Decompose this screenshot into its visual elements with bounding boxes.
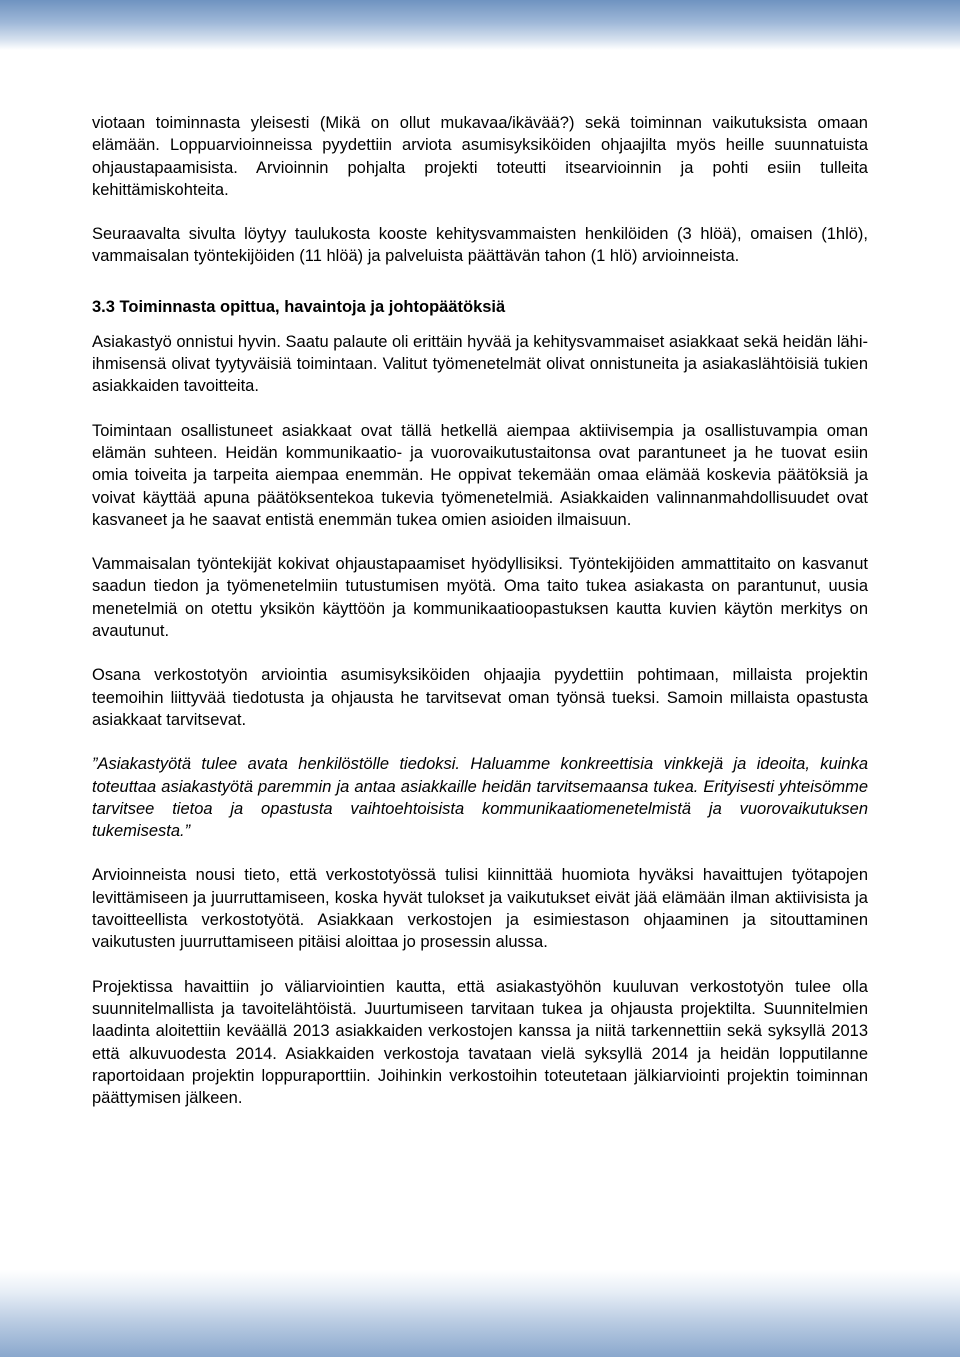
paragraph-client-outcomes: Toimintaan osallistuneet asiakkaat ovat tällä hetkellä aiempaa aktiivisempia ja osallistuvampia oman elämän suhteen. Heidän kommunikaatio- ja vuorovaikutustaitonsa ovat parantuneet ja he tuovat esiin omia toiveita ja tarpeita aiempaa enemmän. He oppivat tekemään omaa elämää koskevia päätöksiä ja voivat käyttää apuna päätöksentekoa tukevia työmenetelmiä. Asiakkaiden valinnanmahdollisuudet ovat kasvaneet ja he saavat entistä enemmän tukea omien asioiden ilmaisuun. — [92, 421, 868, 529]
quote-block: ”Asiakastyötä tulee avata henkilöstölle tiedoksi. Haluamme konkreettisia vinkkejä ja ideoita, kuinka toteuttaa asiakastyötä paremmin ja antaa asiakkaille heidän tarvitsemaansa tukea. Erityisesti yhteisömme tarvitsee tietoa ja opastusta vaihtoehtoisista kommunikaatiomenetelmistä ja vuorovaikutuksen tukemisesta.” — [92, 755, 868, 841]
paragraph-network-planning: Projektissa havaittiin jo väliarviointien kautta, että asiakastyöhön kuuluvan verkostotyön tulee olla suunnitelmallista ja tavoitelähtöistä. Juurtumiseen tarvitaan tukea ja ohjausta projektilta. Suunnitelmien laadinta aloitettiin keväällä 2013 asiakkaiden verkostojen kanssa ja niitä tarkennettiin sekä syksyllä 2013 että alkuvuodesta 2014. Asiakkaiden verkostoja tavataan vielä syksyllä 2014 ja heidän lopputilanne raportoidaan projektin loppuraporttiin. Joihinkin verkostoihin toteutetaan jälkiarviointi projektin toiminnan päättymisen jälkeen. — [92, 977, 868, 1108]
section-heading: 3.3 Toiminnasta opittua, havaintoja ja johtopäätöksiä — [92, 297, 506, 316]
header-decoration-band — [0, 0, 960, 50]
paragraph-staff-outcomes: Vammaisalan työntekijät kokivat ohjaustapaamiset hyödyllisiksi. Työntekijöiden ammattitaito on kasvanut saadun tiedon ja työmenetelmiin tutustumisen myötä. Oma taito tukea asiakasta on parantunut, uusia menetelmiä on otettu yksikön käyttöön ja kommunikaatioopastuksen kautta kuvien käytön merkitys on avautunut. — [92, 555, 868, 641]
paragraph-evaluation-intro: viotaan toiminnasta yleisesti (Mikä on ollut mukavaa/ikävää?) sekä toiminnan vaikutuksista omaan elämään. Loppuarvioinneissa pyydettiin arviota asumisyksiköiden ohjaajilta myös heille suunnatuista ohjaustapaamisista. Arvioinnin pohjalta projekti toteutti itsearvioinnin ja pohti esiin tulleita kehittämiskohteita. — [92, 114, 868, 199]
paragraph-network-findings: Arvioinneista nousi tieto, että verkostotyössä tulisi kiinnittää huomiota hyväksi havaittujen työtapojen levittämiseen ja juurruttamiseen, koska hyvät tulokset ja vaikutukset eivät jää elämään ilman aktiivisista ja tavoitteellista verkostotyötä. Asiakkaan verkostojen ja esimiestason ohjaaminen ja sitouttaminen vaikutusten juurruttamiseen pitäisi aloittaa jo prosessin alussa. — [92, 866, 868, 952]
footer-decoration-band — [0, 1270, 960, 1357]
paragraph-client-work: Asiakastyö onnistui hyvin. Saatu palaute oli erittäin hyvää ja kehitysvammaiset asiakkaat sekä heidän lähi-ihmisensä olivat tyytyväisiä toimintaan. Valitut työmenetelmät olivat onnistuneita ja asiakaslähtöisiä tukien asiakkaiden tavoitteita. — [92, 332, 868, 396]
paragraph-network-evaluation: Osana verkostotyön arviointia asumisyksiköiden ohjaajia pyydettiin pohtimaan, millaista projektin teemoihin liittyvää tiedotusta ja ohjausta he tarvitsevat oman työnsä tueksi. Samoin millaista opastusta asiakkaat tarvitsevat. — [92, 666, 868, 729]
paragraph-summary-table-note: Seuraavalta sivulta löytyy taulukosta kooste kehitysvammaisten henkilöiden (3 hlöä), omaisen (1hlö), vammaisalan työntekijöiden (11 hlöä) ja palveluista päättävän tahon (1 hlö) arvioinneista. — [92, 225, 868, 266]
page-content — [92, 112, 868, 1131]
